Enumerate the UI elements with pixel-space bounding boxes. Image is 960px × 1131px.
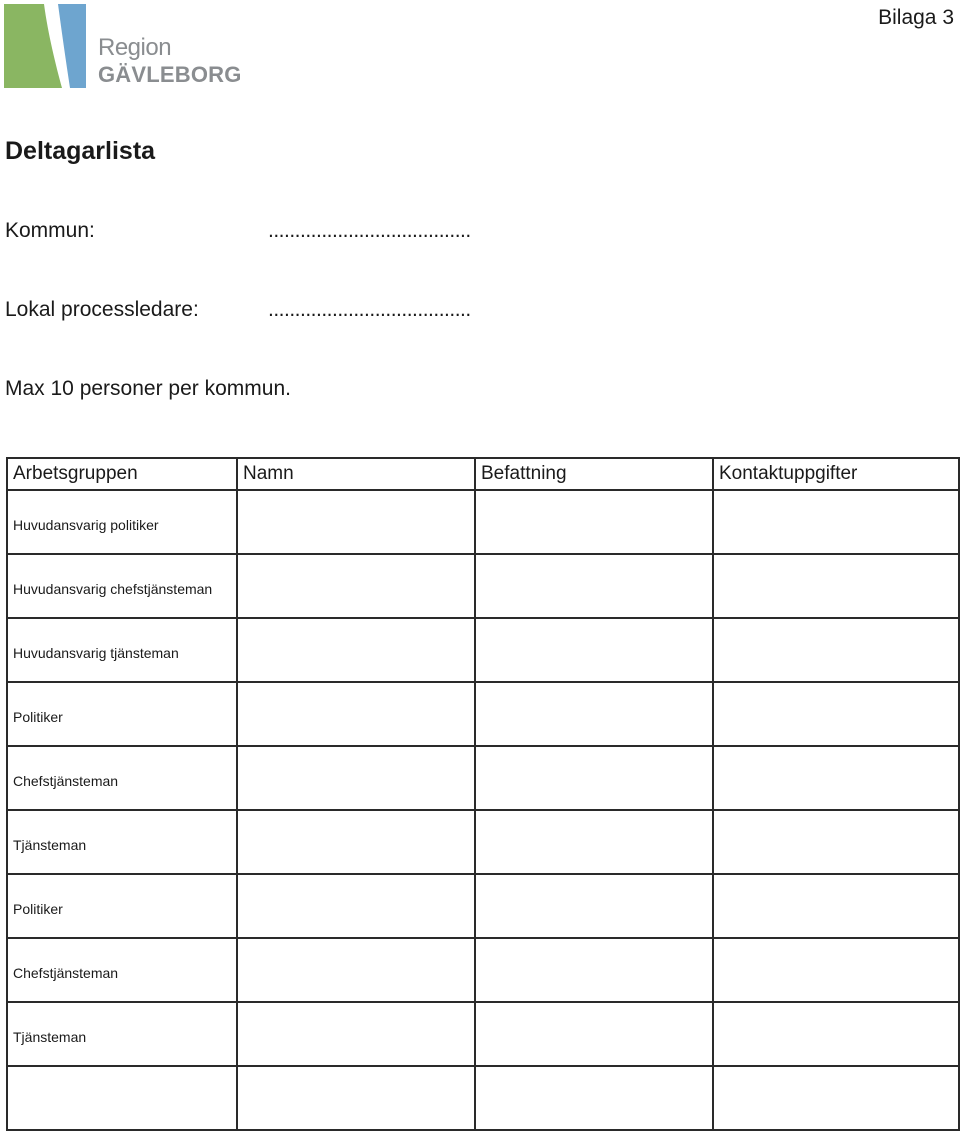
participant-table xyxy=(6,457,960,1131)
table-row xyxy=(7,746,959,810)
befattning-cell[interactable] xyxy=(475,1066,713,1130)
table-row xyxy=(7,810,959,874)
namn-cell[interactable] xyxy=(237,554,475,618)
logo-mark-icon xyxy=(4,4,94,88)
kontakt-cell[interactable] xyxy=(713,490,959,554)
befattning-cell[interactable] xyxy=(475,682,713,746)
namn-cell[interactable] xyxy=(237,874,475,938)
role-cell: Politiker xyxy=(7,874,237,938)
column-header-arbetsgruppen: Arbetsgruppen xyxy=(7,458,237,490)
table-row xyxy=(7,938,959,1002)
namn-cell[interactable] xyxy=(237,682,475,746)
page-title: Deltagarlista xyxy=(5,137,156,165)
befattning-cell[interactable] xyxy=(475,874,713,938)
kontakt-cell[interactable] xyxy=(713,938,959,1002)
kontakt-cell[interactable] xyxy=(713,1066,959,1130)
befattning-cell[interactable] xyxy=(475,1002,713,1066)
namn-cell[interactable] xyxy=(237,1002,475,1066)
role-cell: Tjänsteman xyxy=(7,810,237,874)
role-cell: Huvudansvarig chefstjänsteman xyxy=(7,554,237,618)
namn-cell[interactable] xyxy=(237,746,475,810)
participant-limit-note: Max 10 personer per kommun. xyxy=(5,377,291,400)
namn-cell[interactable] xyxy=(237,810,475,874)
table-row xyxy=(7,618,959,682)
processledare-field[interactable]: ...................................... xyxy=(268,298,471,321)
role-cell[interactable] xyxy=(7,1066,237,1130)
befattning-cell[interactable] xyxy=(475,554,713,618)
role-cell: Huvudansvarig tjänsteman xyxy=(7,618,237,682)
kommun-label: Kommun: xyxy=(5,219,95,242)
table-row xyxy=(7,1066,959,1130)
logo-name-text: GÄVLEBORG xyxy=(98,62,242,87)
role-cell: Politiker xyxy=(7,682,237,746)
table-row xyxy=(7,490,959,554)
kontakt-cell[interactable] xyxy=(713,554,959,618)
kontakt-cell[interactable] xyxy=(713,874,959,938)
logo-wordmark xyxy=(98,36,242,86)
role-cell: Chefstjänsteman xyxy=(7,938,237,1002)
column-header-namn: Namn xyxy=(237,458,475,490)
appendix-label: Bilaga 3 xyxy=(878,6,954,29)
region-gavleborg-logo xyxy=(4,4,242,88)
befattning-cell[interactable] xyxy=(475,490,713,554)
role-cell: Chefstjänsteman xyxy=(7,746,237,810)
table-row xyxy=(7,682,959,746)
table-header-row xyxy=(7,458,959,490)
namn-cell[interactable] xyxy=(237,1066,475,1130)
table-row xyxy=(7,874,959,938)
kontakt-cell[interactable] xyxy=(713,682,959,746)
kontakt-cell[interactable] xyxy=(713,618,959,682)
kommun-field[interactable]: ...................................... xyxy=(268,219,471,242)
logo-region-text: Region xyxy=(98,34,172,61)
namn-cell[interactable] xyxy=(237,618,475,682)
namn-cell[interactable] xyxy=(237,490,475,554)
role-cell: Tjänsteman xyxy=(7,1002,237,1066)
processledare-label: Lokal processledare: xyxy=(5,298,199,321)
befattning-cell[interactable] xyxy=(475,618,713,682)
role-cell: Huvudansvarig politiker xyxy=(7,490,237,554)
column-header-befattning: Befattning xyxy=(475,458,713,490)
table-row xyxy=(7,1002,959,1066)
table-row xyxy=(7,554,959,618)
namn-cell[interactable] xyxy=(237,938,475,1002)
kontakt-cell[interactable] xyxy=(713,746,959,810)
column-header-kontaktuppgifter: Kontaktuppgifter xyxy=(713,458,959,490)
kontakt-cell[interactable] xyxy=(713,1002,959,1066)
befattning-cell[interactable] xyxy=(475,810,713,874)
kontakt-cell[interactable] xyxy=(713,810,959,874)
befattning-cell[interactable] xyxy=(475,938,713,1002)
befattning-cell[interactable] xyxy=(475,746,713,810)
